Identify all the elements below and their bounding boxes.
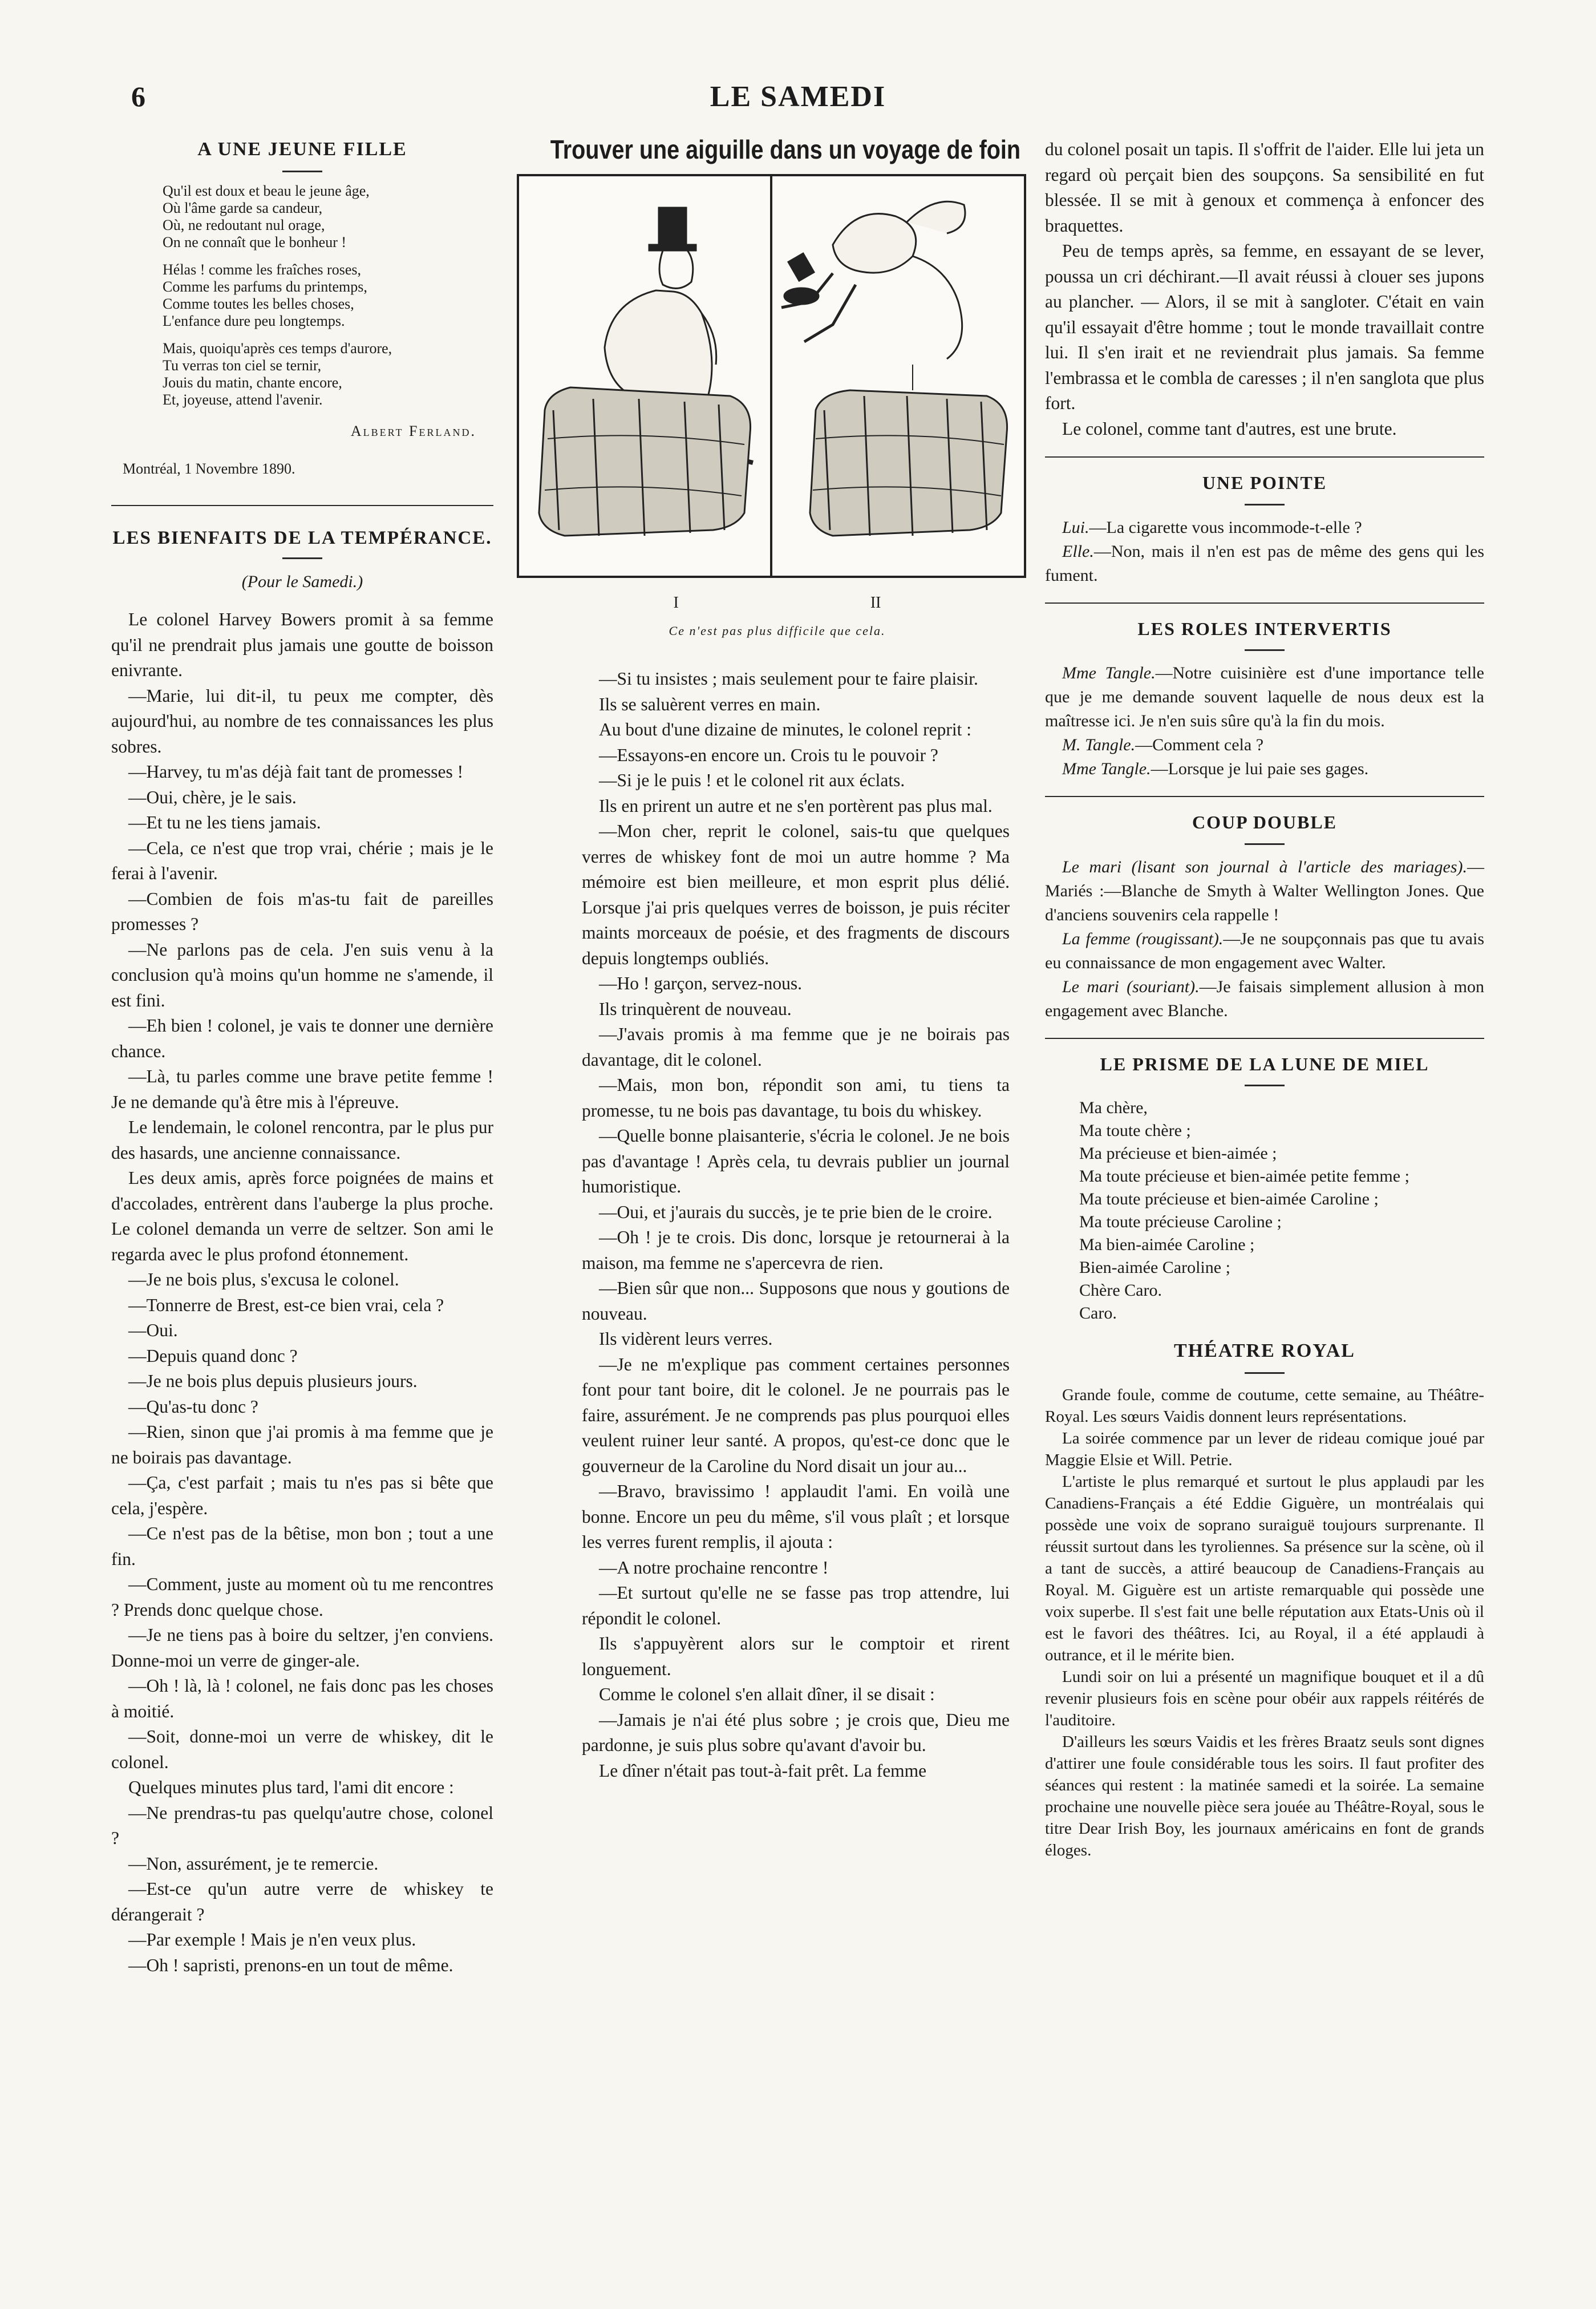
speaker: Le mari (lisant son journal à l'article des mariages). bbox=[1062, 857, 1467, 876]
une-pointe-body bbox=[1045, 516, 1484, 588]
paragraph: Le colonel Harvey Bowers promit à sa femme qu'il ne prendrait plus jamais une goutte de boisson enivrante. bbox=[111, 609, 493, 680]
paragraph: —Essayons-en encore un. Crois tu le pouvoir ? bbox=[599, 745, 938, 765]
theatre-title: THÉATRE ROYAL bbox=[1174, 1340, 1355, 1361]
poem-author: Albert Ferland. bbox=[350, 422, 476, 439]
prisme-list bbox=[1079, 1097, 1484, 1325]
paragraph: —Oui, chère, je le sais. bbox=[128, 787, 297, 807]
poem-title: A UNE JEUNE FILLE bbox=[197, 139, 407, 160]
poem-line: Hélas ! comme les fraîches roses, bbox=[163, 261, 361, 278]
cartoon-illustration bbox=[513, 171, 1030, 581]
paragraph: —Oui. bbox=[128, 1320, 178, 1340]
list-item: Ma toute précieuse et bien-aimée Caroline ; bbox=[1079, 1190, 1379, 1208]
paragraph: —Oh ! je te crois. Dis donc, lorsque je retournerai à la maison, ma femme ne s'apercevra de rien. bbox=[582, 1227, 1010, 1273]
paragraph: —Si tu insistes ; mais seulement pour te faire plaisir. bbox=[599, 669, 978, 689]
paragraph: —Ce n'est pas de la bêtise, mon bon ; tout a une fin. bbox=[111, 1523, 493, 1569]
paragraph: Les deux amis, après force poignées de mains et d'accolades, entrèrent dans l'auberge la plus proche. Le colonel demanda un verre de seltzer. Son ami le regarda avec le plus profond étonnement. bbox=[111, 1168, 493, 1264]
dialogue-line bbox=[1045, 927, 1484, 975]
story-col1-body bbox=[111, 607, 493, 1978]
paragraph: L'artiste le plus remarqué et surtout le plus applaudi par les Canadiens-Français a été Eddie Giguère, un montréalais qui possède une voix de soprano suraiguë toujours surprenante. Il réussit surtout dans les tyroliennes. Sa présence sur la scène, où il a tant de succès, a attiré beaucoup de Canadiens-Français au Royal. M. Giguère est un artiste remarquable qui possède une voix superbe. Il s'est fait une belle réputation aux Etats-Unis où il est le favori des théâtres. Ici, au Royal, il a été applaudi à outrance, et il le mérite bien. bbox=[1045, 1472, 1484, 1664]
paragraph: —Est-ce qu'un autre verre de whiskey te dérangerait ? bbox=[111, 1879, 493, 1924]
paragraph: —A notre prochaine rencontre ! bbox=[599, 1557, 829, 1578]
line-text: —Mariés :—Blanche de Smyth à Walter Wellington Jones. Que d'anciens souvenirs cela rappelle ! bbox=[1045, 857, 1484, 924]
speaker: La femme (rougissant). bbox=[1062, 929, 1224, 948]
title-rule bbox=[282, 171, 322, 172]
speaker: Le mari (souriant). bbox=[1062, 977, 1200, 996]
list-item: Ma chère, bbox=[1079, 1098, 1148, 1117]
poem-body bbox=[163, 183, 493, 409]
story-subtitle: (Pour le Samedi.) bbox=[241, 572, 363, 591]
paragraph: —Oui, et j'aurais du succès, je te prie bien de le croire. bbox=[599, 1202, 993, 1222]
paragraph: —Si je le puis ! et le colonel rit aux éclats. bbox=[599, 770, 905, 790]
coup-double-body bbox=[1045, 855, 1484, 1023]
paragraph: —Ça, c'est parfait ; mais tu n'es pas si bête que cela, j'espère. bbox=[111, 1473, 493, 1518]
paragraph: —Harvey, tu m'as déjà fait tant de promesses ! bbox=[128, 762, 464, 782]
paragraph: Quelques minutes plus tard, l'ami dit encore : bbox=[128, 1777, 454, 1797]
paragraph: —Tonnerre de Brest, est-ce bien vrai, cela ? bbox=[128, 1295, 444, 1315]
speaker: Mme Tangle. bbox=[1062, 664, 1156, 682]
speaker: Mme Tangle. bbox=[1062, 759, 1151, 778]
paragraph: —Soit, donne-moi un verre de whiskey, dit le colonel. bbox=[111, 1726, 493, 1772]
paragraph: Ils se saluèrent verres en main. bbox=[599, 694, 821, 714]
list-item: Ma toute précieuse Caroline ; bbox=[1079, 1212, 1282, 1231]
list-item: Chère Caro. bbox=[1079, 1281, 1162, 1300]
paragraph: La soirée commence par un lever de rideau comique joué par Maggie Elsie et Will. Petrie. bbox=[1045, 1429, 1484, 1469]
title-rule bbox=[282, 557, 322, 559]
cartoon-title: Trouver une aiguille dans un voyage de foin bbox=[550, 135, 1021, 164]
poem-line: Jouis du matin, chante encore, bbox=[163, 374, 342, 391]
paragraph: D'ailleurs les sœurs Vaidis et les frères Braatz seuls sont dignes d'attirer une foule considérable tous les soirs. Il faut profiter des séances qui restent : la matinée samedi et la soirée. La semaine prochaine une nouvelle pièce sera jouée au Théâtre-Royal, sous le titre Dear Irish Boy, les journaux américains en font de grands éloges. bbox=[1045, 1732, 1484, 1859]
poem-stanza bbox=[163, 340, 493, 409]
section-divider bbox=[1045, 456, 1484, 458]
paragraph: —Je ne m'explique pas comment certaines personnes font pour tant boire, dit le colonel. Je ne pourrais pas le faire, assurément. Je ne comprends pas plus pourquoi elles veulent ruiner leur santé. A propos, qu'est-ce donc que le gouverneur de la Caroline du Nord disait un jour au... bbox=[582, 1354, 1010, 1476]
paragraph: —Oh ! là, là ! colonel, ne fais donc pas les choses à moitié. bbox=[111, 1676, 493, 1721]
paragraph: —J'avais promis à ma femme que je ne boirais pas davantage, dit le colonel. bbox=[582, 1024, 1010, 1070]
paragraph: Peu de temps après, sa femme, en essayant de se lever, poussa un cri déchirant.—Il avait réussi à clouer ses jupons au plancher. — Alors, il se mit à sangloter. C'était en vain qu'il essayait d'être homme ; tout le monde travaillait contre lui. Il s'en irait et ne reviendrait plus jamais. Sa femme l'embrassa et le combla de caresses ; il n'en sanglota que plus fort. bbox=[1045, 241, 1484, 413]
paragraph: Le colonel, comme tant d'autres, est une brute. bbox=[1062, 418, 1397, 439]
list-item: Ma toute précieuse et bien-aimée petite femme ; bbox=[1079, 1167, 1409, 1186]
list-item: Bien-aimée Caroline ; bbox=[1079, 1258, 1230, 1277]
paragraph: —Je ne bois plus, s'excusa le colonel. bbox=[128, 1269, 399, 1289]
paragraph: —Par exemple ! Mais je n'en veux plus. bbox=[128, 1930, 416, 1950]
paragraph: —Eh bien ! colonel, je vais te donner une dernière chance. bbox=[111, 1016, 493, 1061]
dialogue-line bbox=[1045, 975, 1484, 1023]
poem-line: Tu verras ton ciel se ternir, bbox=[163, 357, 322, 374]
roles-title: LES ROLES INTERVERTIS bbox=[1137, 618, 1392, 639]
paragraph: Lundi soir on lui a présenté un magnifique bouquet et il a dû revenir plusieurs fois en scène pour obéir aux rappels réitérés de l'auditoire. bbox=[1045, 1667, 1484, 1729]
paragraph: —Cela, ce n'est que trop vrai, chérie ; mais je le ferai à l'avenir. bbox=[111, 838, 493, 883]
paragraph: Ils vidèrent leurs verres. bbox=[599, 1329, 773, 1349]
line-text: —Je faisais simplement allusion à mon engagement avec Blanche. bbox=[1045, 977, 1484, 1020]
paragraph: Comme le colonel s'en allait dîner, il se disait : bbox=[599, 1684, 935, 1704]
dialogue-line bbox=[1045, 855, 1484, 927]
page-number: 6 bbox=[131, 80, 145, 112]
une-pointe-title: UNE POINTE bbox=[1202, 472, 1327, 493]
column-1 bbox=[111, 137, 493, 1978]
panel-labels bbox=[578, 591, 977, 616]
poem-stanza bbox=[163, 183, 493, 251]
poem-line: Où l'âme garde sa candeur, bbox=[163, 199, 323, 216]
dialogue-line bbox=[1045, 757, 1484, 781]
speaker: M. Tangle. bbox=[1062, 735, 1136, 754]
paragraph: —Ne parlons pas de cela. J'en suis venu à la conclusion qu'à moins qu'un homme ne s'amende, il est fini. bbox=[111, 939, 493, 1010]
paragraph: —Et surtout qu'elle ne se fasse pas trop attendre, lui répondit le colonel. bbox=[582, 1583, 1010, 1628]
paragraph: —Rien, sinon que j'ai promis à ma femme que je ne boirais pas davantage. bbox=[111, 1422, 493, 1467]
paragraph: du colonel posait un tapis. Il s'offrit de l'aider. Elle lui jeta un regard où perçait bien des soupçons. Sa sensibilité en fut blessée. Il se mit à genoux et commença à enfoncer des braquettes. bbox=[1045, 139, 1484, 236]
section-divider bbox=[1045, 602, 1484, 604]
paragraph: —Je ne tiens pas à boire du seltzer, j'en conviens. Donne-moi un verre de ginger-ale. bbox=[111, 1625, 493, 1671]
poem-line: Qu'il est doux et beau le jeune âge, bbox=[163, 182, 370, 199]
title-rule bbox=[1245, 649, 1285, 651]
paragraph: —Comment, juste au moment où tu me rencontres ? Prends donc quelque chose. bbox=[111, 1574, 493, 1620]
paragraph: —Je ne bois plus depuis plusieurs jours. bbox=[128, 1371, 418, 1391]
line-text: —La cigarette vous incommode-t-elle ? bbox=[1089, 517, 1362, 537]
speaker: Lui. bbox=[1062, 517, 1089, 537]
section-divider bbox=[1045, 1038, 1484, 1039]
paragraph: —Bravo, bravissimo ! applaudit l'ami. En voilà une bonne. Encore un peu du même, s'il vous plaît ; et lorsque les verres furent remplis, il ajouta : bbox=[582, 1481, 1010, 1552]
line-text: —Lorsque je lui paie ses gages. bbox=[1151, 759, 1369, 778]
poem-line: Comme toutes les belles choses, bbox=[163, 295, 354, 312]
column-3 bbox=[1045, 137, 1484, 1861]
paragraph: Le lendemain, le colonel rencontra, par le plus pur des hasards, une ancienne connaissance. bbox=[111, 1117, 493, 1163]
paragraph: —Là, tu parles comme une brave petite femme ! Je ne demande qu'à être mis à l'épreuve. bbox=[111, 1066, 493, 1112]
paragraph: —Depuis quand donc ? bbox=[128, 1345, 298, 1366]
story-col2-body bbox=[582, 666, 1010, 1784]
poem-stanza bbox=[163, 261, 493, 330]
paragraph: —Jamais je n'ai été plus sobre ; je crois que, Dieu me pardonne, je suis plus sobre qu'avant d'avoir bu. bbox=[582, 1709, 1010, 1755]
poem-line: On ne connaît que le bonheur ! bbox=[163, 233, 347, 250]
paragraph: Grande foule, comme de coutume, cette semaine, au Théâtre-Royal. Les sœurs Vaidis donnent leurs représentations. bbox=[1045, 1385, 1484, 1426]
list-item: Ma toute chère ; bbox=[1079, 1121, 1191, 1140]
prisme-title: LE PRISME DE LA LUNE DE MIEL bbox=[1100, 1053, 1429, 1074]
poem-line: L'enfance dure peu longtemps. bbox=[163, 312, 345, 329]
paragraph: Ils trinquèrent de nouveau. bbox=[599, 998, 792, 1019]
paragraph: —Oh ! sapristi, prenons-en un tout de même. bbox=[128, 1955, 453, 1975]
paragraph: —Et tu ne les tiens jamais. bbox=[128, 812, 321, 832]
poem-dateline: Montréal, 1 Novembre 1890. bbox=[123, 460, 295, 477]
paragraph: Au bout d'une dizaine de minutes, le colonel reprit : bbox=[599, 719, 971, 739]
title-rule bbox=[1245, 1372, 1285, 1374]
panel-label: I bbox=[673, 594, 679, 612]
theatre-body bbox=[1045, 1384, 1484, 1861]
line-text: —Notre cuisinière est d'une importance telle que je me demande souvent laquelle de nous deux est la maîtresse ici. Je n'en suis sûre qu'à la fin du mois. bbox=[1045, 664, 1484, 730]
paragraph: —Ne prendras-tu pas quelqu'autre chose, colonel ? bbox=[111, 1802, 493, 1848]
paragraph: Le dîner n'était pas tout-à-fait prêt. La femme bbox=[599, 1760, 927, 1781]
title-rule bbox=[1245, 1085, 1285, 1086]
paragraph: —Quelle bonne plaisanterie, s'écria le colonel. Je ne bois pas d'avantage ! Après cela, tu devrais publier un journal humoristique. bbox=[582, 1126, 1010, 1196]
paragraph: Ils en prirent un autre et ne s'en portèrent pas plus mal. bbox=[599, 795, 993, 816]
list-item: Caro. bbox=[1079, 1304, 1117, 1323]
paragraph: —Qu'as-tu donc ? bbox=[128, 1396, 258, 1417]
dialogue-line bbox=[1045, 661, 1484, 733]
paragraph: —Mais, mon bon, répondit son ami, tu tiens ta promesse, tu ne bois pas davantage, tu bois du whiskey. bbox=[582, 1075, 1010, 1121]
dialogue-line bbox=[1045, 516, 1484, 540]
paragraph: —Combien de fois m'as-tu fait de pareilles promesses ? bbox=[111, 888, 493, 934]
cartoon-caption: Ce n'est pas plus difficile que cela. bbox=[669, 623, 886, 638]
story-col3-body bbox=[1045, 137, 1484, 442]
paragraph: —Ho ! garçon, servez-nous. bbox=[599, 973, 803, 993]
section-divider bbox=[1045, 796, 1484, 797]
paragraph: —Mon cher, reprit le colonel, sais-tu que quelques verres de whiskey font de moi un autre homme ? Ma mémoire est bien meilleure, et mon esprit plus délié. Lorsque j'ai pris quelques verres de boisson, je puis réciter maints morceaux de poésie, et des fragments de discours depuis longtemps oubliés. bbox=[582, 821, 1010, 968]
masthead: LE SAMEDI bbox=[710, 80, 886, 113]
speaker: Elle. bbox=[1062, 541, 1094, 561]
line-text: —Comment cela ? bbox=[1135, 735, 1264, 754]
poem-line: Et, joyeuse, attend l'avenir. bbox=[163, 391, 323, 408]
paragraph: —Bien sûr que non... Supposons que nous y goutions de nouveau. bbox=[582, 1278, 1010, 1324]
column-2 bbox=[513, 137, 1041, 644]
title-rule bbox=[1245, 843, 1285, 845]
dialogue-line bbox=[1045, 540, 1484, 588]
list-item: Ma bien-aimée Caroline ; bbox=[1079, 1235, 1255, 1254]
line-text: —Je ne soupçonnais pas que tu avais eu connaissance de mon engagement avec Walter. bbox=[1045, 929, 1484, 972]
poem-line: Où, ne redoutant nul orage, bbox=[163, 216, 325, 233]
paragraph: Ils s'appuyèrent alors sur le comptoir et rirent longuement. bbox=[582, 1633, 1010, 1679]
story-title: LES BIENFAITS DE LA TEMPÉRANCE. bbox=[112, 527, 492, 548]
poem-line: Comme les parfums du printemps, bbox=[163, 278, 367, 295]
dialogue-line bbox=[1045, 733, 1484, 757]
paragraph: —Marie, lui dit-il, tu peux me compter, dès aujourd'hui, au nombre de tes connaissances les plus sobres. bbox=[111, 685, 493, 757]
roles-body bbox=[1045, 661, 1484, 781]
line-text: —Non, mais il n'en est pas de même des gens qui les fument. bbox=[1045, 541, 1484, 585]
coup-double-title: COUP DOUBLE bbox=[1192, 812, 1338, 832]
poem-line: Mais, quoiqu'après ces temps d'aurore, bbox=[163, 339, 392, 357]
list-item: Ma précieuse et bien-aimée ; bbox=[1079, 1144, 1277, 1163]
paragraph: —Non, assurément, je te remercie. bbox=[128, 1853, 379, 1874]
title-rule bbox=[1245, 504, 1285, 506]
section-divider bbox=[111, 505, 493, 506]
panel-label: II bbox=[870, 594, 881, 612]
